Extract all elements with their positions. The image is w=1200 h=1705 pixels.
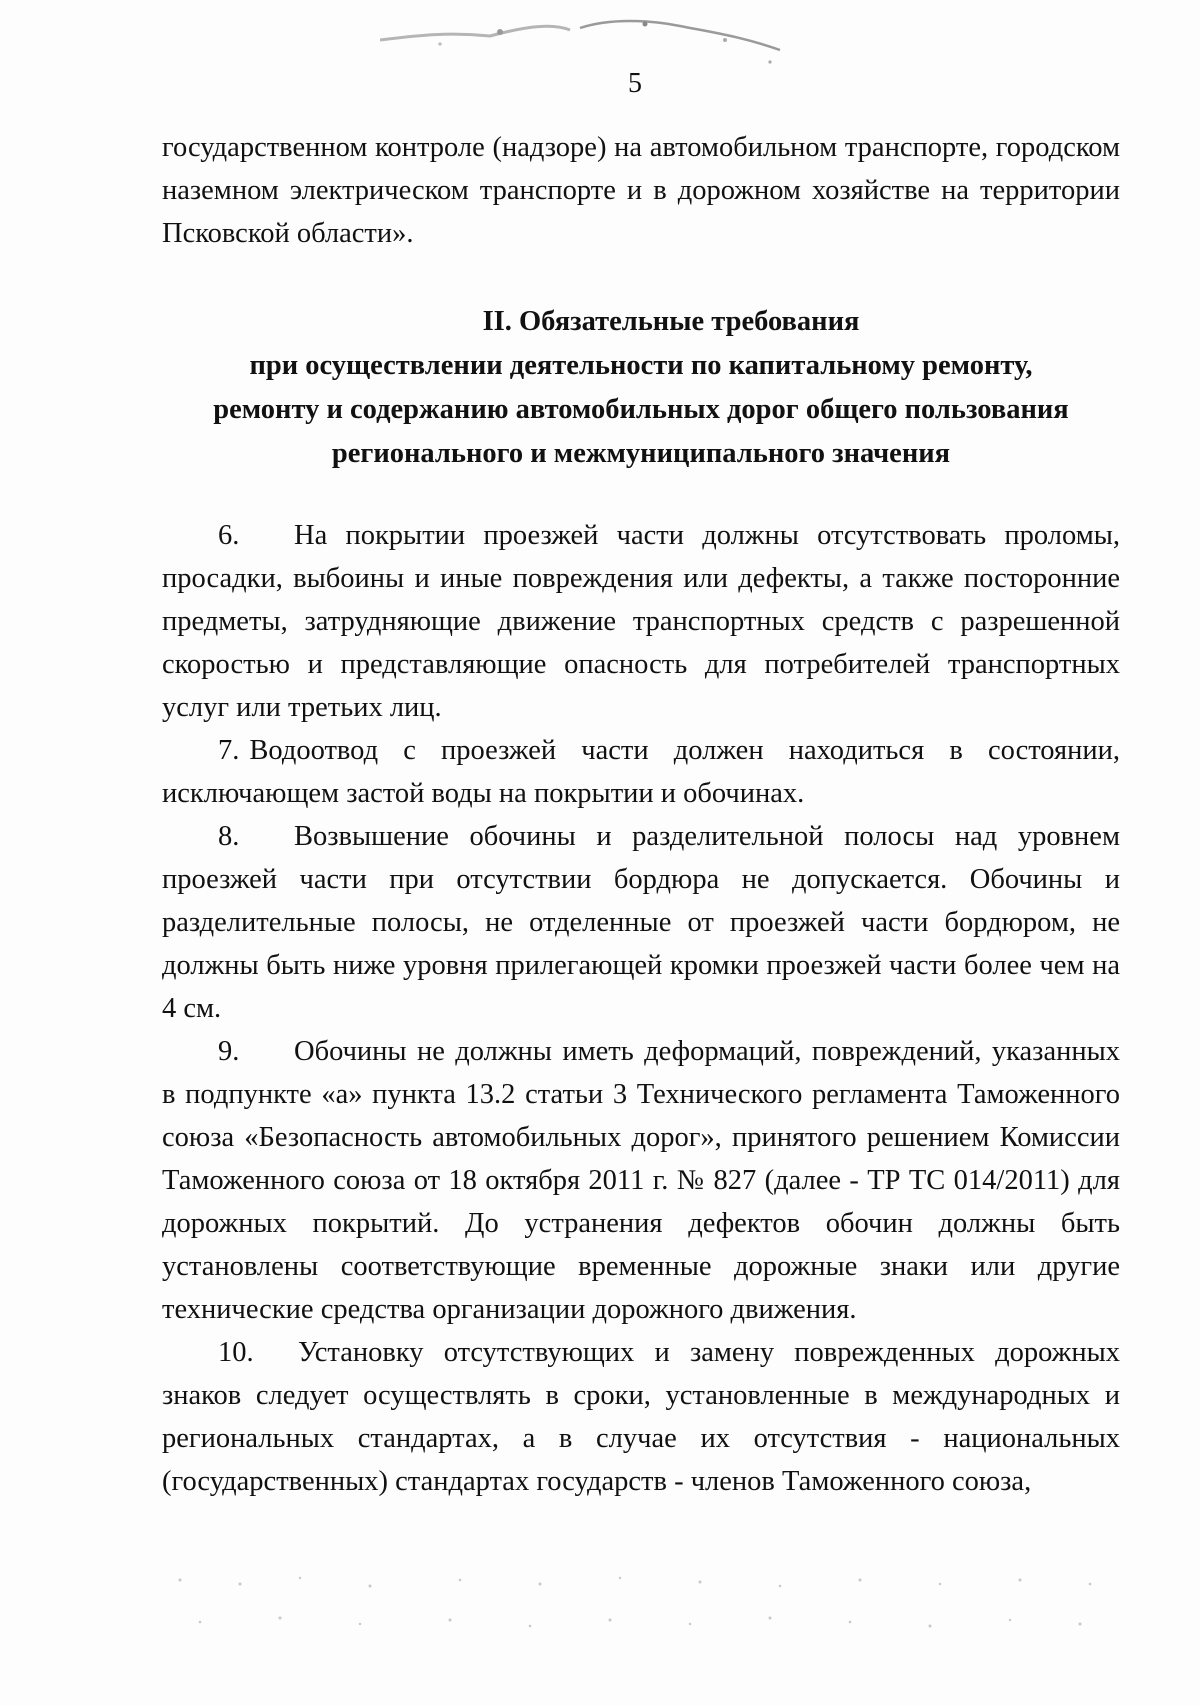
scan-artifact [380, 10, 800, 70]
page-number: 5 [628, 68, 642, 99]
section-heading-line: II. Обязательные требования [482, 306, 860, 337]
item-number: 8. [218, 821, 240, 852]
list-item [162, 815, 1120, 1030]
item-number: 7. [218, 735, 240, 766]
item-text: Возвышение обочины и разделительной полосы над уровнем проезжей части при отсутствии бордюра не допускается. Обочины и разделительные полосы, не отделенные от проезжей части бордюром, не должны быть ниже уровня прилегающей кромки проезжей части более чем на 4 см. [162, 821, 1120, 1024]
section-heading [162, 300, 1120, 476]
list-item [162, 1030, 1120, 1331]
section-heading-line: регионального и межмуниципального значения [331, 438, 951, 469]
requirements-list [162, 514, 1120, 1503]
list-item [162, 1331, 1120, 1503]
section-heading-line: при осуществлении деятельности по капитальному ремонту, [249, 350, 1033, 381]
intro-paragraph: государственном контроле (надзоре) на автомобильном транспорте, городском наземном электрическом транспорте и в дорожном хозяйстве на территории Псковской области». [162, 132, 1120, 249]
item-number: 10. [218, 1337, 254, 1368]
list-item [162, 729, 1120, 815]
item-number: 9. [218, 1036, 240, 1067]
item-text: Водоотвод с проезжей части должен находиться в состоянии, исключающем застой воды на покрытии и обочинах. [162, 735, 1120, 809]
section-heading-line: ремонту и содержанию автомобильных дорог общего пользования [213, 394, 1069, 425]
item-text: Установку отсутствующих и замену поврежденных дорожных знаков следует осуществлять в сроки, установленные в международных и региональных стандартах, а в случае их отсутствия - национальных (государственных) стандартах государств - членов Таможенного союза, [162, 1337, 1120, 1497]
scan-artifact-bottom [160, 1560, 1120, 1650]
item-text: Обочины не должны иметь деформаций, повреждений, указанных в подпункте «а» пункта 13.2 статьи 3 Технического регламента Таможенного союза «Безопасность автомобильных дорог», принятого решением Комиссии Таможенного союза от 18 октября 2011 г. № 827 (далее - ТР ТС 014/2011) для дорожных покрытий. До устранения дефектов обочин должны быть установлены соответствующие временные дорожные знаки или другие технические средства организации дорожного движения. [162, 1036, 1120, 1325]
item-text: На покрытии проезжей части должны отсутствовать проломы, просадки, выбоины и иные повреждения или дефекты, а также посторонние предметы, затрудняющие движение транспортных средств с разрешенной скоростью и представляющие опасность для потребителей транспортных услуг или третьих лиц. [162, 520, 1120, 723]
item-number: 6. [218, 520, 240, 551]
list-item [162, 514, 1120, 729]
